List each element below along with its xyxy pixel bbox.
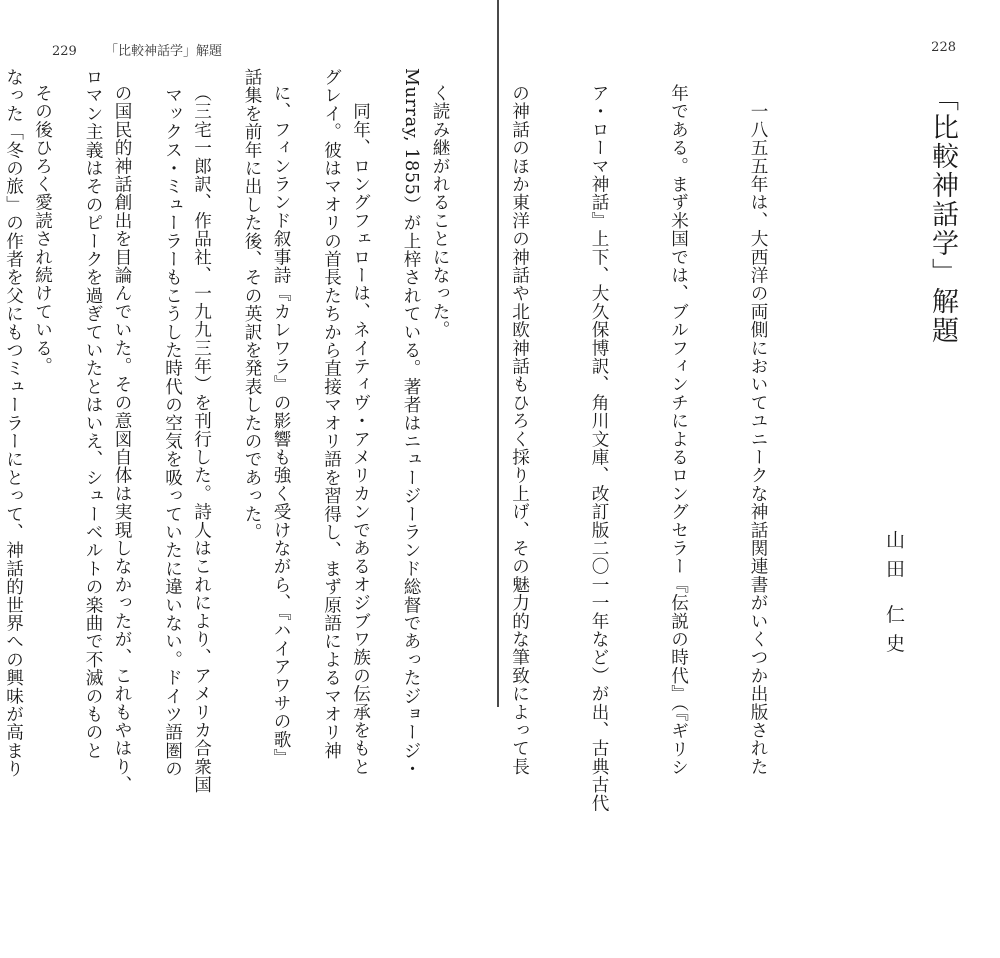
text-column: グレイ。彼はマオリの首長たちから直接マオリ語を習得し、まず原語によるマオリ神: [321, 68, 342, 760]
text-column: 年である。まず米国では、ブルフィンチによるロングセラー『伝説の時代』（『ギリシ: [668, 84, 689, 777]
text-column: ロマン主義はそのピークを過ぎていたとはいえ、シューベルトの楽曲で不滅のものと: [83, 68, 103, 760]
text-column: の国民的神話創出を目論んでいた。その意図自体は実現しなかったが、これもやはり、: [112, 84, 132, 794]
text-column: く読み継がれることになった。: [430, 84, 450, 339]
text-column: ア・ローマ神話』上下、大久保博訳、角川文庫、改訂版二〇一一年など）が出、古典古代: [589, 84, 609, 812]
body-text: [0, 84, 824, 812]
text-column: の神話のほか東洋の神話や北欧神話もひろく採り上げ、その魅力的な筆致によって長: [509, 84, 530, 776]
text-column: マックス・ミューラーもこうした時代の空気を吸っていたに違いない。ドイツ語圏の: [162, 68, 183, 778]
text-column: に、フィンランド叙事詩『カレワラ』の影響も強く受けながら、『ハイアワサの歌』: [271, 84, 291, 767]
running-head-title: 「比較神話学」解題: [104, 44, 222, 59]
text-column: 同年、ロングフェローは、ネイティヴ・アメリカンであるオジブワ族の伝承をもと: [350, 84, 371, 776]
text-column: Murray, 1855）が上梓されている。著者はニュージーランド総督であったジョージ・: [401, 68, 421, 778]
text-column: その後ひろく愛読され続けている。: [32, 84, 53, 376]
text-column: 話集を前年に出した後、その英訳を発表したのであった。: [242, 68, 262, 542]
text-column: なった「冬の旅」の作者を父にもつミューラーにとって、神話的世界への興味が高まり: [3, 68, 24, 778]
text-column: （三宅一郎訳、作品社、一九九三年）を刊行した。詩人はこれにより、アメリカ合衆国: [191, 84, 212, 794]
author-name: 山田 仁史: [883, 530, 905, 663]
running-head: [52, 40, 222, 59]
page-number: 228: [931, 40, 956, 55]
article-title: 「比較神話学」解題: [927, 84, 958, 345]
text-column: 一八五五年は、大西洋の両側においてユニークな神話関連書がいくつか出版された: [748, 84, 768, 776]
page-number: 229: [52, 44, 77, 59]
